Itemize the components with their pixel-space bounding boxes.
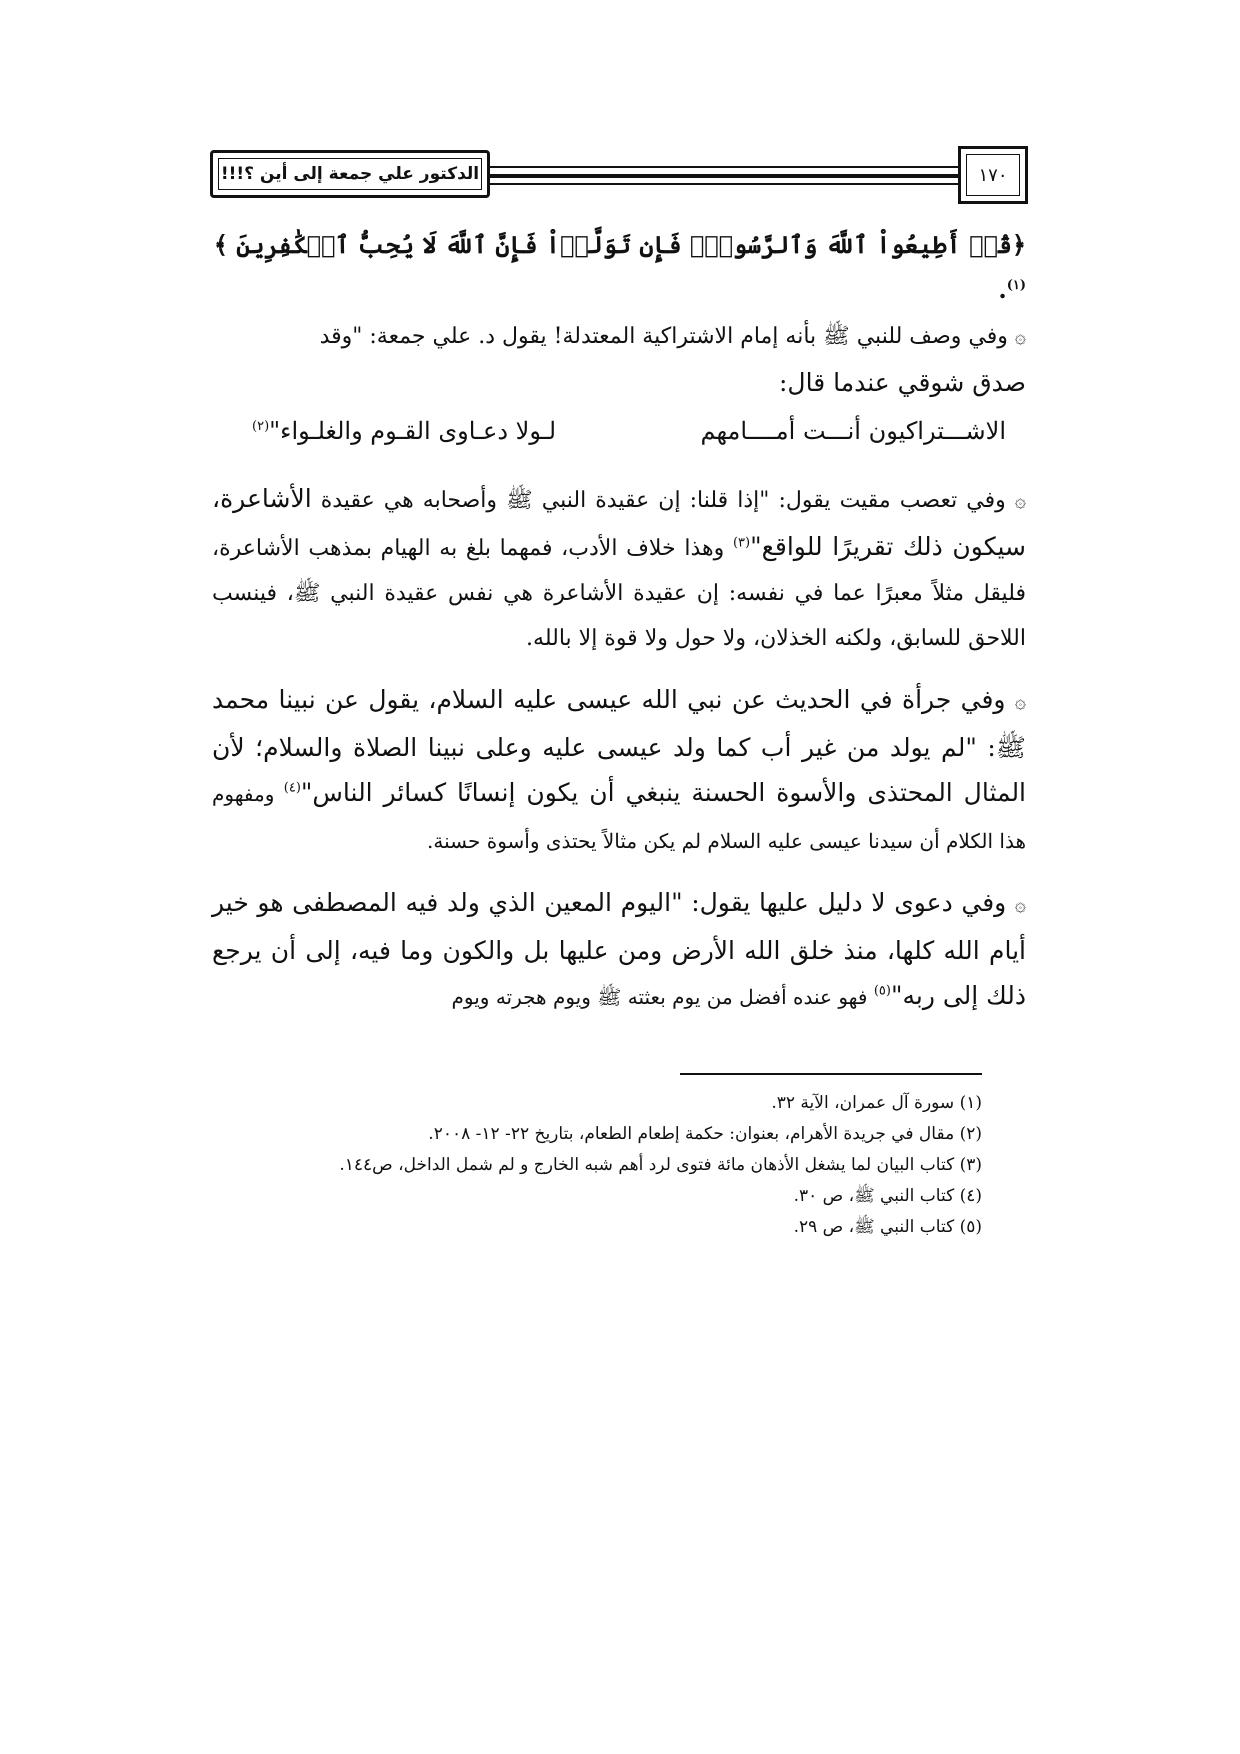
book-title: الدكتور علي جمعة إلى أين ؟!!! — [220, 164, 480, 184]
footnote-ref: (٤) — [283, 780, 301, 796]
paragraph-marker-icon: ۞ — [1014, 894, 1026, 916]
body-text — [212, 222, 1026, 1020]
paragraph-continuation: صدق شوقي عندما قال: — [779, 368, 1026, 397]
footnote: (٥) كتاب النبي ﷺ، ص ٢٩. — [793, 1217, 982, 1237]
poem-first-hemistich: الاشـــتراكيون أنـــت أمــــامهم — [700, 417, 1006, 445]
running-header — [210, 146, 1028, 208]
footnote-ref: (٥) — [873, 983, 891, 999]
footnotes — [240, 1088, 982, 1243]
page-number-box — [958, 146, 1028, 204]
quran-verse: ﴿قُلۡ أَطِيعُواْ ٱللَّهَ وَٱلرَّسُولَۖ فَإِن تَوَلَّوۡاْ فَإِنَّ ٱللَّهَ لَا يُحِبُّ ٱلۡكَٰفِرِينَ ﴾$^{(١)}$. — [213, 230, 1026, 304]
poem-second-hemistich: لـولا دعـاوى القـوم والغلـواء"$^{(٢)}$ — [252, 417, 557, 445]
book-title-box — [210, 150, 490, 198]
paragraph-marker-icon: ۞ — [1014, 326, 1026, 348]
footnote: (١) سورة آل عمران، الآية ٣٢. — [771, 1093, 982, 1113]
paragraph: ۞ وفي دعوى لا دليل عليها يقول: "اليوم المعين الذي ولد فيه المصطفى هو خير أيام الله كلها، منذ خلق الله الأرض ومن عليها بل والكون وما فيه، إلى أن يرجع ذلك إلى ربه"$^{(٥)}$ فهو عنده أفضل من يوم بعثته ﷺ ويوم هجرته ويوم — [212, 888, 1026, 1010]
footnote: (٤) كتاب النبي ﷺ، ص ٣٠. — [793, 1186, 982, 1206]
footnote: (٢) مقال في جريدة الأهرام، بعنوان: حكمة إطعام الطعام، بتاريخ ٢٢- ١٢- ٢٠٠٨. — [428, 1124, 982, 1144]
footnote-separator — [680, 1073, 982, 1075]
paragraph-marker-icon: ۞ — [1014, 490, 1026, 512]
paragraph-marker-icon: ۞ — [1014, 691, 1027, 713]
header-rule — [490, 174, 958, 178]
paragraph: ۞ وفي تعصب مقيت يقول: "إذا قلنا: إن عقيدة النبي ﷺ وأصحابه هي عقيدة الأشاعرة، سيكون ذلك تقريرًا للواقع"$^{(٣)}$ وهذا خلاف الأدب، فمهما بلغ به الهيام بمذهب الأشاعرة، فليقل مثلاً معبرًا عما في نفسه: إن عقيدة الأشاعرة هي نفس عقيدة النبي ﷺ، فينسب اللاحق للسابق، ولكنه الخذلان، ولا حول ولا قوة إلا بالله. — [212, 484, 1027, 651]
paragraph: ۞ وفي وصف للنبي ﷺ بأنه إمام الاشتراكية المعتدلة! يقول د. علي جمعة: "وقد — [319, 324, 1026, 349]
header-rule — [490, 166, 958, 168]
header-rule — [490, 183, 958, 185]
footnote: (٣) كتاب البيان لما يشغل الأذهان مائة فتوى لرد أهم شبه الخارج و لم شمل الداخل، ص١٤٤. — [339, 1155, 982, 1175]
footnote-ref: (٢) — [252, 419, 270, 434]
footnote-ref: (٣) — [732, 535, 751, 551]
page-number: ١٧٠ — [978, 164, 1008, 186]
poetry-verse — [212, 409, 1026, 454]
footnote-ref: (١) — [1006, 278, 1026, 293]
paragraph: ۞ وفي جرأة في الحديث عن نبي الله عيسى عليه السلام، يقول عن نبينا محمد ﷺ: "لم يولد من غير أب كما ولد عيسى عليه وعلى نبينا الصلاة والسلام؛ لأن المثال المحتذى والأسوة الحسنة ينبغي أن يكون إنسانًا كسائر الناس"$^{(٤)}$ ومفهوم هذا الكلام أن سيدنا عيسى عليه السلام لم يكن مثالاً يحتذى وأسوة حسنة. — [212, 685, 1027, 853]
